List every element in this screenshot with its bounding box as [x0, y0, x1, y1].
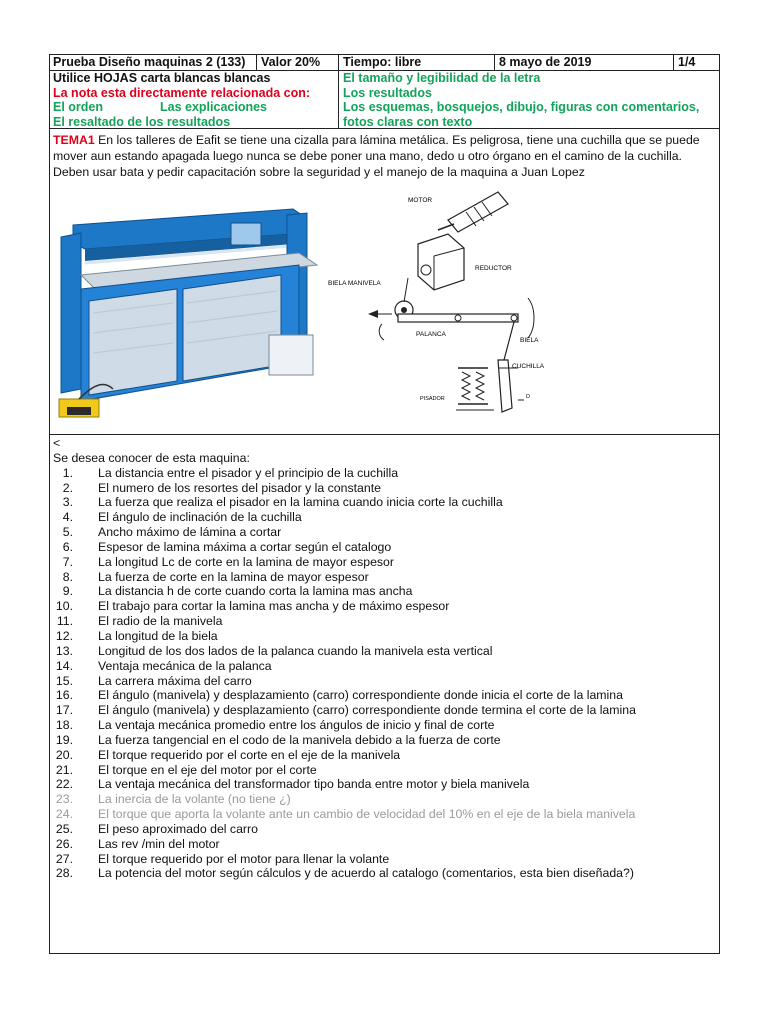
- page-number: 1/4: [678, 55, 696, 69]
- question-number: 19.: [55, 732, 73, 747]
- question-item: [53, 733, 717, 748]
- instruction-grade-note: La nota esta directamente relacionada con:: [53, 85, 311, 100]
- question-number: 20.: [55, 747, 73, 762]
- instruction-highlight: El resaltado de los resultados: [53, 114, 231, 129]
- question-item: [53, 466, 717, 481]
- question-number: 26.: [55, 836, 73, 851]
- question-item: [53, 822, 717, 837]
- question-text: El trabajo para cortar la lamina mas ancha y de máximo espesor: [98, 599, 450, 614]
- question-item: [53, 599, 717, 614]
- question-item: [53, 525, 717, 540]
- question-item: [53, 748, 717, 763]
- col-divider-1: [256, 55, 257, 70]
- question-item: [53, 792, 717, 807]
- question-text: La fuerza tangencial en el codo de la manivela debido a la fuerza de corte: [98, 732, 501, 747]
- exam-value: Valor 20%: [261, 55, 321, 69]
- question-number: 10.: [55, 599, 73, 614]
- question-number: 22.: [55, 777, 73, 792]
- question-text: La fuerza que realiza el pisador en la lamina cuando inicia corte la cuchilla: [98, 495, 503, 510]
- question-item: [53, 763, 717, 778]
- label-biela: BIELA: [520, 337, 539, 344]
- question-number: 5.: [62, 525, 73, 540]
- question-number: 8.: [62, 569, 73, 584]
- instruction-photos: fotos claras con texto: [343, 114, 473, 129]
- label-reductor: REDUCTOR: [475, 265, 512, 272]
- instruction-sketches: Los esquemas, bosquejos, dibujo, figuras con comentarios,: [343, 100, 700, 114]
- question-number: 12.: [55, 628, 73, 643]
- question-text: El ángulo (manivela) y desplazamiento (carro) correspondiente donde termina el corte de la lamina: [98, 703, 636, 718]
- col-divider-4: [673, 55, 674, 70]
- question-item: [53, 718, 717, 733]
- question-item: [53, 688, 717, 703]
- question-number: 7.: [62, 554, 73, 569]
- label-d: D: [526, 394, 530, 400]
- motor-shape: [438, 192, 508, 232]
- question-number: 23.: [55, 792, 73, 807]
- question-text: La distancia h de corte cuando corta la lamina mas ancha: [98, 584, 413, 599]
- question-number: 17.: [55, 703, 73, 718]
- question-text: Ancho máximo de lámina a cortar: [98, 525, 282, 540]
- course-title: Prueba Diseño maquinas 2 (133): [53, 55, 246, 69]
- question-text: Ventaja mecánica de la palanca: [98, 658, 272, 673]
- col-divider-3: [494, 55, 495, 70]
- question-text: Espesor de lamina máxima a cortar según el catalogo: [98, 539, 392, 554]
- question-item: [53, 777, 717, 792]
- exam-date: 8 mayo de 2019: [499, 55, 592, 69]
- label-cuchilla: CUCHILLA: [512, 363, 545, 370]
- question-item: [53, 674, 717, 689]
- instruction-results: Los resultados: [343, 85, 432, 100]
- question-text: La inercia de la volante (no tiene ¿): [98, 792, 291, 807]
- question-number: 3.: [62, 495, 73, 510]
- question-item: [53, 837, 717, 852]
- question-text: El ángulo de inclinación de la cuchilla: [98, 510, 302, 525]
- question-item: [53, 584, 717, 599]
- section-marker: <: [53, 436, 61, 450]
- question-text: El numero de los resortes del pisador y la constante: [98, 480, 381, 495]
- question-text: La distancia entre el pisador y el principio de la cuchilla: [98, 465, 399, 480]
- question-text: Las rev /min del motor: [98, 836, 220, 851]
- question-number: 24.: [55, 807, 73, 822]
- mechanism-diagram: [328, 190, 545, 420]
- question-text: El ángulo (manivela) y desplazamiento (carro) correspondiente donde inicia el corte de la lamina: [98, 688, 623, 703]
- question-number: 25.: [55, 821, 73, 836]
- questions-intro: Se desea conocer de esta maquina:: [53, 450, 250, 465]
- tema-divider: [50, 434, 719, 435]
- label-biela-manivela: BIELA MANIVELA: [328, 280, 381, 287]
- question-number: 27.: [55, 851, 73, 866]
- question-item: [53, 481, 717, 496]
- label-motor: MOTOR: [408, 197, 433, 204]
- instruction-explanations: Las explicaciones: [160, 100, 268, 114]
- question-item: [53, 629, 717, 644]
- question-text: La fuerza de corte en la lamina de mayor espesor: [98, 569, 369, 584]
- question-number: 28.: [55, 866, 73, 881]
- question-text: La longitud de la biela: [98, 628, 218, 643]
- question-text: Longitud de los dos lados de la palanca cuando la manivela esta vertical: [98, 643, 493, 658]
- question-item: [53, 555, 717, 570]
- question-text: El radio de la manivela: [98, 614, 223, 629]
- col-divider-2: [338, 55, 339, 128]
- question-number: 13.: [55, 643, 73, 658]
- tema-paragraph: [53, 132, 717, 180]
- instruction-sheets: Utilice HOJAS carta blancas blancas: [53, 71, 271, 85]
- question-number: 16.: [55, 688, 73, 703]
- question-list: [53, 466, 717, 882]
- question-item: [53, 570, 717, 585]
- question-text: El torque que aporta la volante ante un cambio de velocidad del 10% en el eje de la biela manivela: [98, 807, 636, 822]
- question-number: 4.: [62, 510, 73, 525]
- question-number: 1.: [62, 465, 73, 480]
- instruction-legibility: El tamaño y legibilidad de la letra: [343, 71, 541, 85]
- question-number: 21.: [55, 762, 73, 777]
- label-pisador: PISADOR: [420, 396, 445, 402]
- question-text: La longitud Lc de corte en la lamina de mayor espesor: [98, 554, 394, 569]
- question-item: [53, 703, 717, 718]
- question-item: [53, 510, 717, 525]
- question-text: El torque requerido por el motor para llenar la volante: [98, 851, 390, 866]
- question-number: 18.: [55, 718, 73, 733]
- question-text: La ventaja mecánica promedio entre los ángulos de inicio y final de corte: [98, 718, 495, 733]
- question-text: La carrera máxima del carro: [98, 673, 252, 688]
- exam-time: Tiempo: libre: [343, 55, 422, 69]
- instruction-order: El orden: [53, 100, 104, 114]
- question-text: La ventaja mecánica del transformador tipo banda entre motor y biela manivela: [98, 777, 530, 792]
- question-text: El peso aproximado del carro: [98, 821, 258, 836]
- question-item: [53, 495, 717, 510]
- question-number: 14.: [55, 658, 73, 673]
- reductor-shape: [418, 234, 464, 290]
- question-number: 15.: [55, 673, 73, 688]
- questions-section: [53, 436, 717, 881]
- question-item: [53, 644, 717, 659]
- question-text: El torque en el eje del motor por el corte: [98, 762, 317, 777]
- question-item: [53, 540, 717, 555]
- question-item: [53, 852, 717, 867]
- exam-sheet: [49, 54, 720, 954]
- question-number: 9.: [62, 584, 73, 599]
- shear-machine-illustration: [55, 203, 317, 425]
- tema-text: En los talleres de Eafit se tiene una cizalla para lámina metálica. Es peligrosa, tiene una cuchilla que se puede mover aun estando apagada luego nunca se debe poner una mano, dedo u otro órgano en el camino de la cuchilla. Deben usar bata y pedir capacitación sobre la seguridad y el manejo de la maquina a Juan Lopez: [53, 133, 700, 179]
- question-item: [53, 807, 717, 822]
- label-palanca: PALANCA: [416, 331, 446, 338]
- question-number: 2.: [62, 480, 73, 495]
- question-number: 6.: [62, 539, 73, 554]
- question-number: 11.: [56, 614, 73, 629]
- tema-label: TEMA1: [53, 133, 95, 147]
- question-text: La potencia del motor según cálculos y de acuerdo al catalogo (comentarios, esta bien diseñada?): [98, 866, 634, 881]
- question-item: [53, 614, 717, 629]
- question-item: [53, 659, 717, 674]
- question-text: El torque requerido por el corte en el eje de la manivela: [98, 747, 401, 762]
- question-item: [53, 866, 717, 881]
